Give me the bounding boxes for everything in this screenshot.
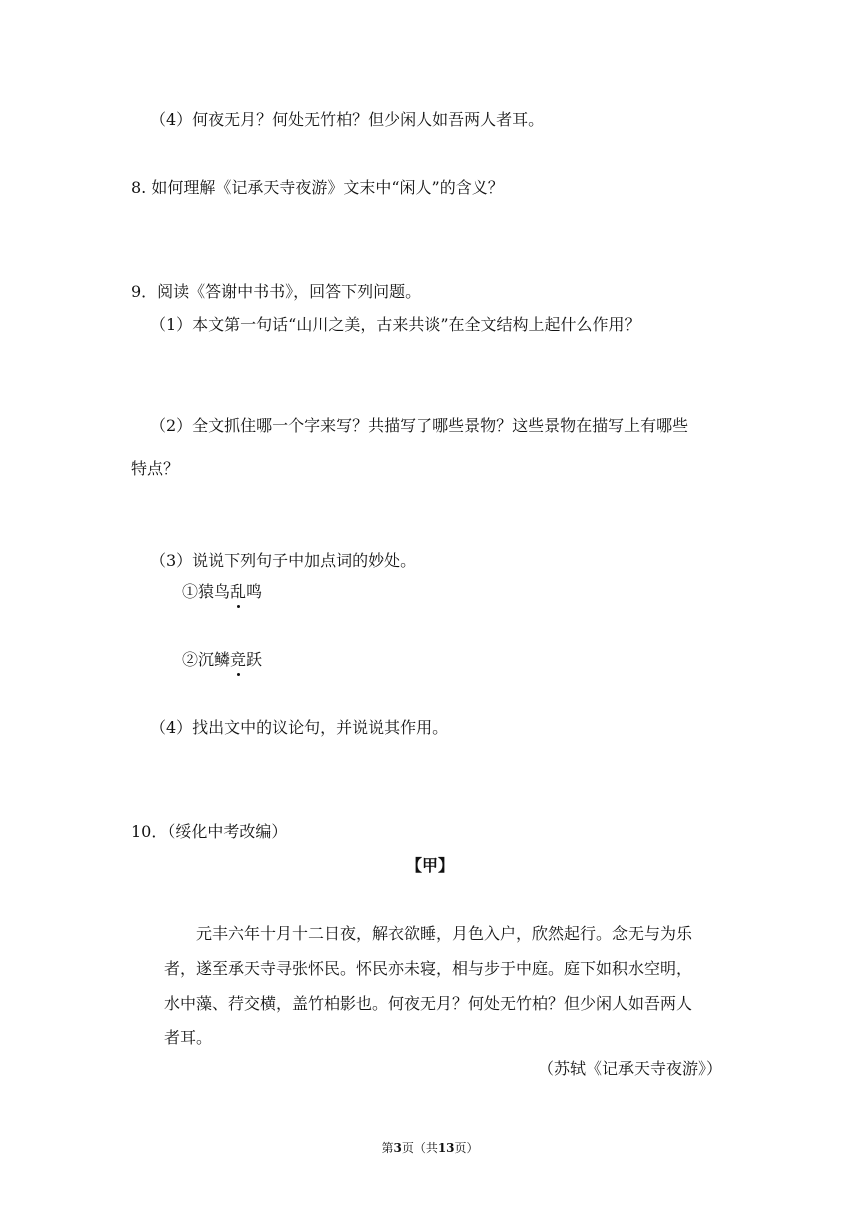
passage-line-3: 水中藻、荇交横，盖竹柏影也。何夜无月？何处无竹柏？但少闲人如吾两人: [164, 994, 693, 1013]
footer-mid: 页（共: [401, 1141, 438, 1155]
passage-title: 【甲】: [405, 856, 454, 875]
footer-post: 页）: [454, 1141, 479, 1155]
passage-line-1: 元丰六年十月十二日夜，解衣欲睡，月色入户，欣然起行。念无与为乐: [196, 924, 693, 943]
question-9-item-2-line-2: 特点？: [131, 459, 180, 478]
passage-line-2: 者，遂至承天寺寻张怀民。怀民亦未寝，相与步于中庭。庭下如积水空明，: [164, 959, 693, 978]
question-9-item-3: （3）说说下列句子中加点词的妙处。: [150, 551, 417, 570]
passage-source: （苏轼《记承天寺夜游》）: [537, 1059, 722, 1078]
sentence-b-pre: ②沉鳞: [182, 650, 231, 669]
question-9-item-3-sentence-a: [182, 582, 262, 602]
footer-pre: 第: [381, 1141, 394, 1155]
page-footer: [330, 1138, 530, 1158]
sentence-a-pre: ①猿鸟: [182, 582, 231, 601]
sentence-b-post: 跃: [246, 650, 263, 669]
question-9-item-4: （4）找出文中的议论句，并说说其作用。: [150, 718, 449, 737]
question-9-item-3-sentence-b: [182, 650, 262, 670]
sentence-a-post: 鸣: [246, 582, 263, 601]
question-9-item-2-line-1: （2）全文抓住哪一个字来写？共描写了哪些景物？这些景物在描写上有哪些: [150, 416, 689, 435]
passage-line-4: 者耳。: [164, 1028, 213, 1047]
q7-item-4: （4）何夜无月？何处无竹柏？但少闲人如吾两人者耳。: [150, 110, 545, 129]
question-8: 8. 如何理解《记承天寺夜游》文末中“闲人”的含义？: [131, 178, 504, 197]
footer-page-number: 3: [393, 1141, 402, 1155]
question-9-item-1: （1）本文第一句话“山川之美，古来共谈”在全文结构上起什么作用？: [150, 315, 641, 334]
sentence-a-dotted-word: 乱: [230, 582, 247, 601]
sentence-b-dotted-word: 竞: [230, 650, 247, 669]
question-10-stem: 10．（绥化中考改编）: [131, 822, 288, 841]
footer-total-pages: 13: [437, 1141, 455, 1155]
question-9-stem: 9．阅读《答谢中书书》，回答下列问题。: [131, 282, 422, 301]
